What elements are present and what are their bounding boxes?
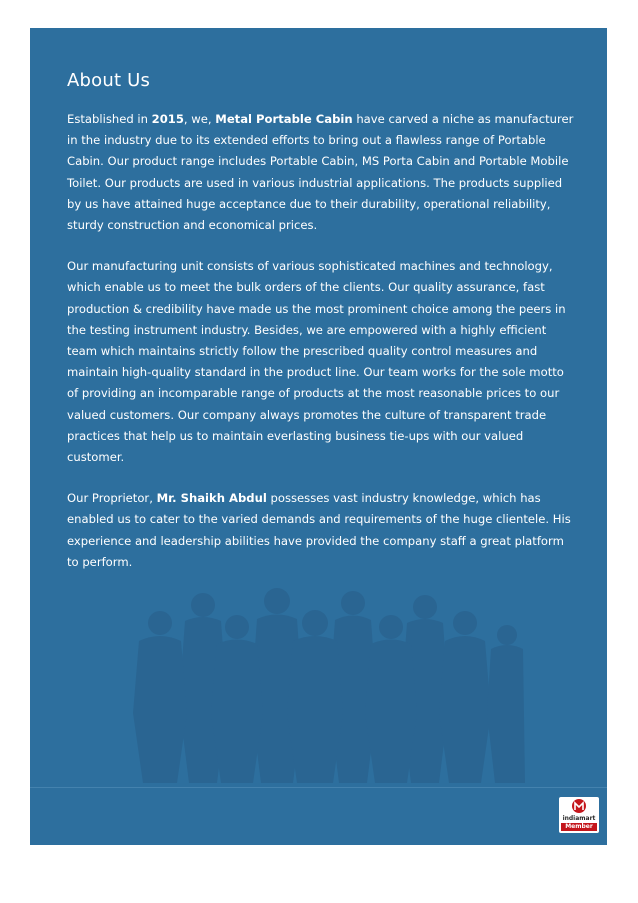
footer-divider [30, 787, 607, 788]
business-team-silhouette-illustration [125, 583, 525, 783]
about-paragraph-3 [67, 488, 577, 573]
about-us-heading: About Us [67, 70, 151, 91]
indiamart-logo-icon [571, 798, 587, 816]
paragraph-1-rest: have carved a niche as manufacturer in the industry due to its extended efforts to bring out a flawless range of Portable Cabin. Our product range includes Portable Cabin, MS Porta Cabin and Portable Mobile Toilet. Our products are used in various industrial applications. The products supplied by us have attained huge acceptance due to their durability, operational reliability, sturdy construction and economical prices. [67, 112, 574, 233]
about-us-panel [30, 28, 607, 845]
company-name: Metal Portable Cabin [215, 112, 353, 126]
about-paragraph-2: Our manufacturing unit consists of various sophisticated machines and technology, which enable us to meet the bulk orders of the clients. Our quality assurance, fast production & credibility have made us the most prominent choice among the peers in the testing instrument industry. Besides, we are empowered with a highly efficient team which maintains strictly follow the prescribed quality control measures and maintain high-quality standard in the product line. Our team works for the sole motto of providing an incomparable range of products at the most reasonable prices to our valued customers. Our company always promotes the culture of transparent trade practices that help us to maintain everlasting business tie-ups with our valued customer. [67, 259, 566, 465]
about-paragraph-1 [67, 109, 577, 236]
paragraph-3-rest: possesses vast industry knowledge, which has enabled us to cater to the varied demands and requirements of the huge clientele. His experience and leadership abilities have provided the company staff a great platform to perform. [67, 491, 571, 569]
indiamart-member-badge[interactable] [559, 797, 599, 833]
about-us-body [67, 109, 577, 593]
badge-brand-label: indiamart [562, 815, 596, 822]
badge-member-label: Member [561, 823, 597, 831]
paragraph-3-intro: Our Proprietor, [67, 491, 157, 506]
paragraph-1-we: , we, [183, 112, 216, 126]
proprietor-name: Mr. Shaikh Abdul [156, 491, 267, 506]
paragraph-1-intro: Established in [67, 112, 152, 126]
established-year: 2015 [151, 112, 184, 126]
